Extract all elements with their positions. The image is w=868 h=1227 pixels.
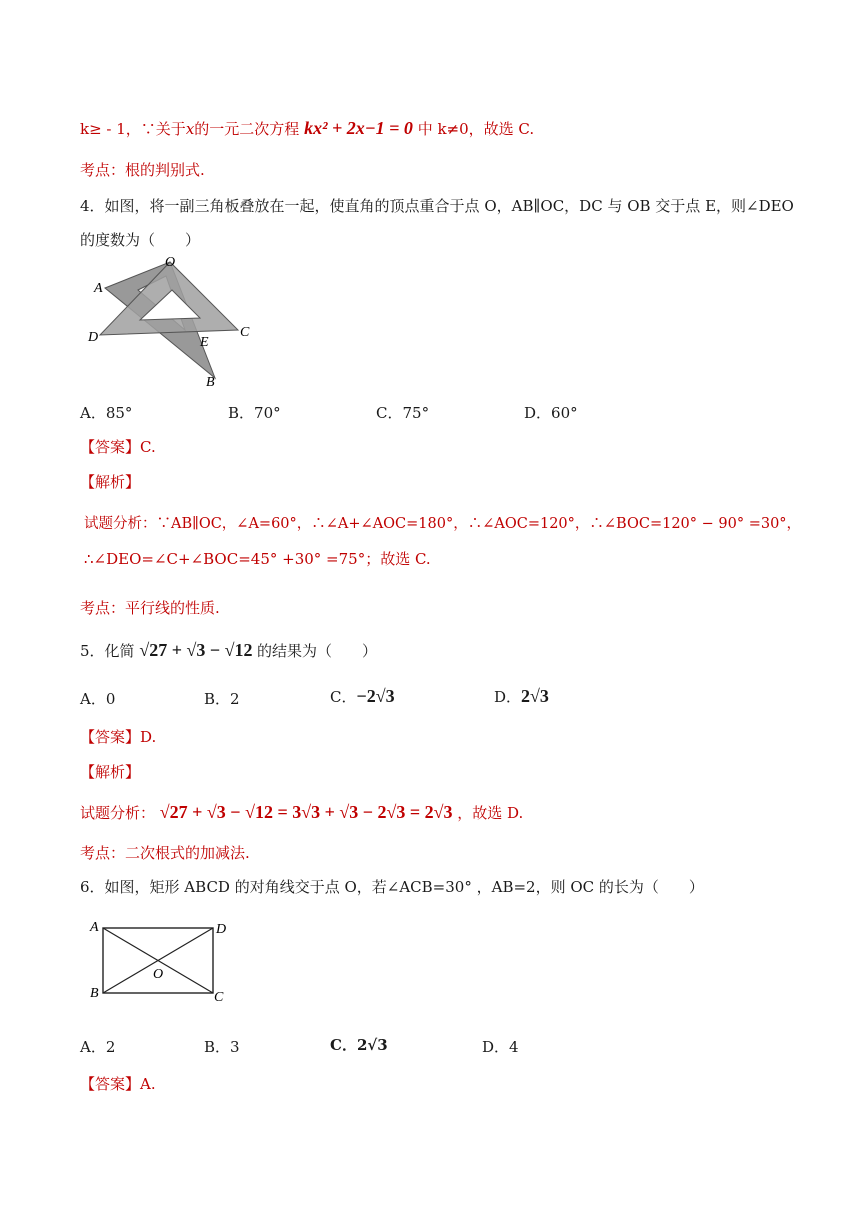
q6-label-D: D [216, 922, 227, 937]
q5-choice-b-value: 2 [230, 690, 240, 708]
prev-answer-prefix: k≥ - 1，∵关于 [80, 120, 186, 138]
q6-stem: 6．如图，矩形 ABCD 的对角线交于点 O，若∠ACB=30° ，AB=2，则 OC 的长为（ ） [80, 878, 704, 896]
q6-label-O: O [153, 967, 164, 982]
q5-choice-a-value: 0 [105, 690, 116, 708]
q4-kaodian: 考点：平行线的性质. [80, 599, 220, 617]
q4-choice-d: D．60° [524, 404, 578, 422]
q4-answer: 【答案】C. [80, 438, 156, 456]
prev-answer-suffix: 中 k≠0，故选 C. [417, 120, 535, 138]
q4-stem-line1: 4．如图，将一副三角板叠放在一起，使直角的顶点重合于点 O，AB∥OC，DC 与 OB 交于点 E，则∠DEO [80, 197, 794, 215]
q6-choice-b: B．3 [204, 1038, 240, 1056]
q5-analysis-prefix: 试题分析： [80, 804, 156, 822]
q5-analysis-suffix: ，故选 D. [457, 804, 524, 822]
prev-answer-var: x [185, 120, 195, 138]
q4-choice-c: C．75° [376, 404, 430, 422]
prev-answer-mid: 的一元二次方程 [194, 120, 300, 138]
q4-analysis-line1: 试题分析：∵AB∥OC，∠A=60°，∴∠A+∠AOC=180°，∴∠AOC=120°，∴∠BOC=120° − 90° =30°， [84, 516, 802, 532]
q5-choice-c-label: C． [330, 688, 357, 706]
q4-label-C: C [240, 325, 250, 340]
q4-choice-b: B．70° [228, 404, 281, 422]
q6-choice-a: A．2 [80, 1038, 116, 1056]
q5-choice-d-value: 2√3 [521, 686, 549, 706]
q6-label-C: C [214, 990, 224, 1005]
q5-term-2: √3 [186, 640, 206, 660]
q4-label-D: D [88, 330, 99, 345]
q4-label-O: O [165, 255, 176, 270]
q4-choice-a: A．85° [80, 404, 133, 422]
q4-label-E: E [200, 335, 209, 350]
q5-answer: 【答案】D. [80, 728, 157, 746]
q6-label-A: A [90, 920, 99, 935]
q5-suffix: 的结果为（ ） [257, 642, 378, 660]
q6-label-B: B [90, 986, 99, 1001]
prev-answer-equation: kx² + 2x−1 = 0 [304, 118, 413, 138]
q4-analysis-title: 【解析】 [80, 473, 141, 491]
q5-analysis-title: 【解析】 [80, 763, 141, 781]
q5-analysis-expr: √27 + √3 − √12 = 3√3 + √3 − 2√3 = 2√3 [159, 802, 453, 822]
q4-label-A: A [94, 281, 103, 296]
q5-term-3: √12 [224, 640, 253, 660]
q5-kaodian: 考点：二次根式的加减法. [80, 844, 250, 862]
q4-analysis-line2: ∴∠DEO=∠C+∠BOC=45° +30° =75°；故选 C. [84, 550, 431, 568]
q5-choice-c-value: −2√3 [356, 686, 395, 706]
kaodian-1: 考点：根的判别式. [80, 161, 205, 179]
q5-op-2: − [209, 640, 221, 660]
q5-choice-d-label: D． [494, 688, 522, 706]
q5-choice-b-label: B． [204, 690, 231, 708]
q5-term-1: √27 [139, 640, 168, 660]
q6-answer: 【答案】A. [80, 1075, 156, 1093]
q5-choice-a-label: A． [80, 690, 106, 708]
q5-op-1: + [171, 640, 182, 660]
q4-stem-line2: 的度数为（ ） [80, 231, 201, 249]
q6-choice-d: D．4 [482, 1038, 519, 1056]
q6-choice-c: C．2√3 [330, 1036, 388, 1054]
q5-prefix: 5．化简 [80, 642, 135, 660]
q4-label-B: B [206, 375, 215, 390]
